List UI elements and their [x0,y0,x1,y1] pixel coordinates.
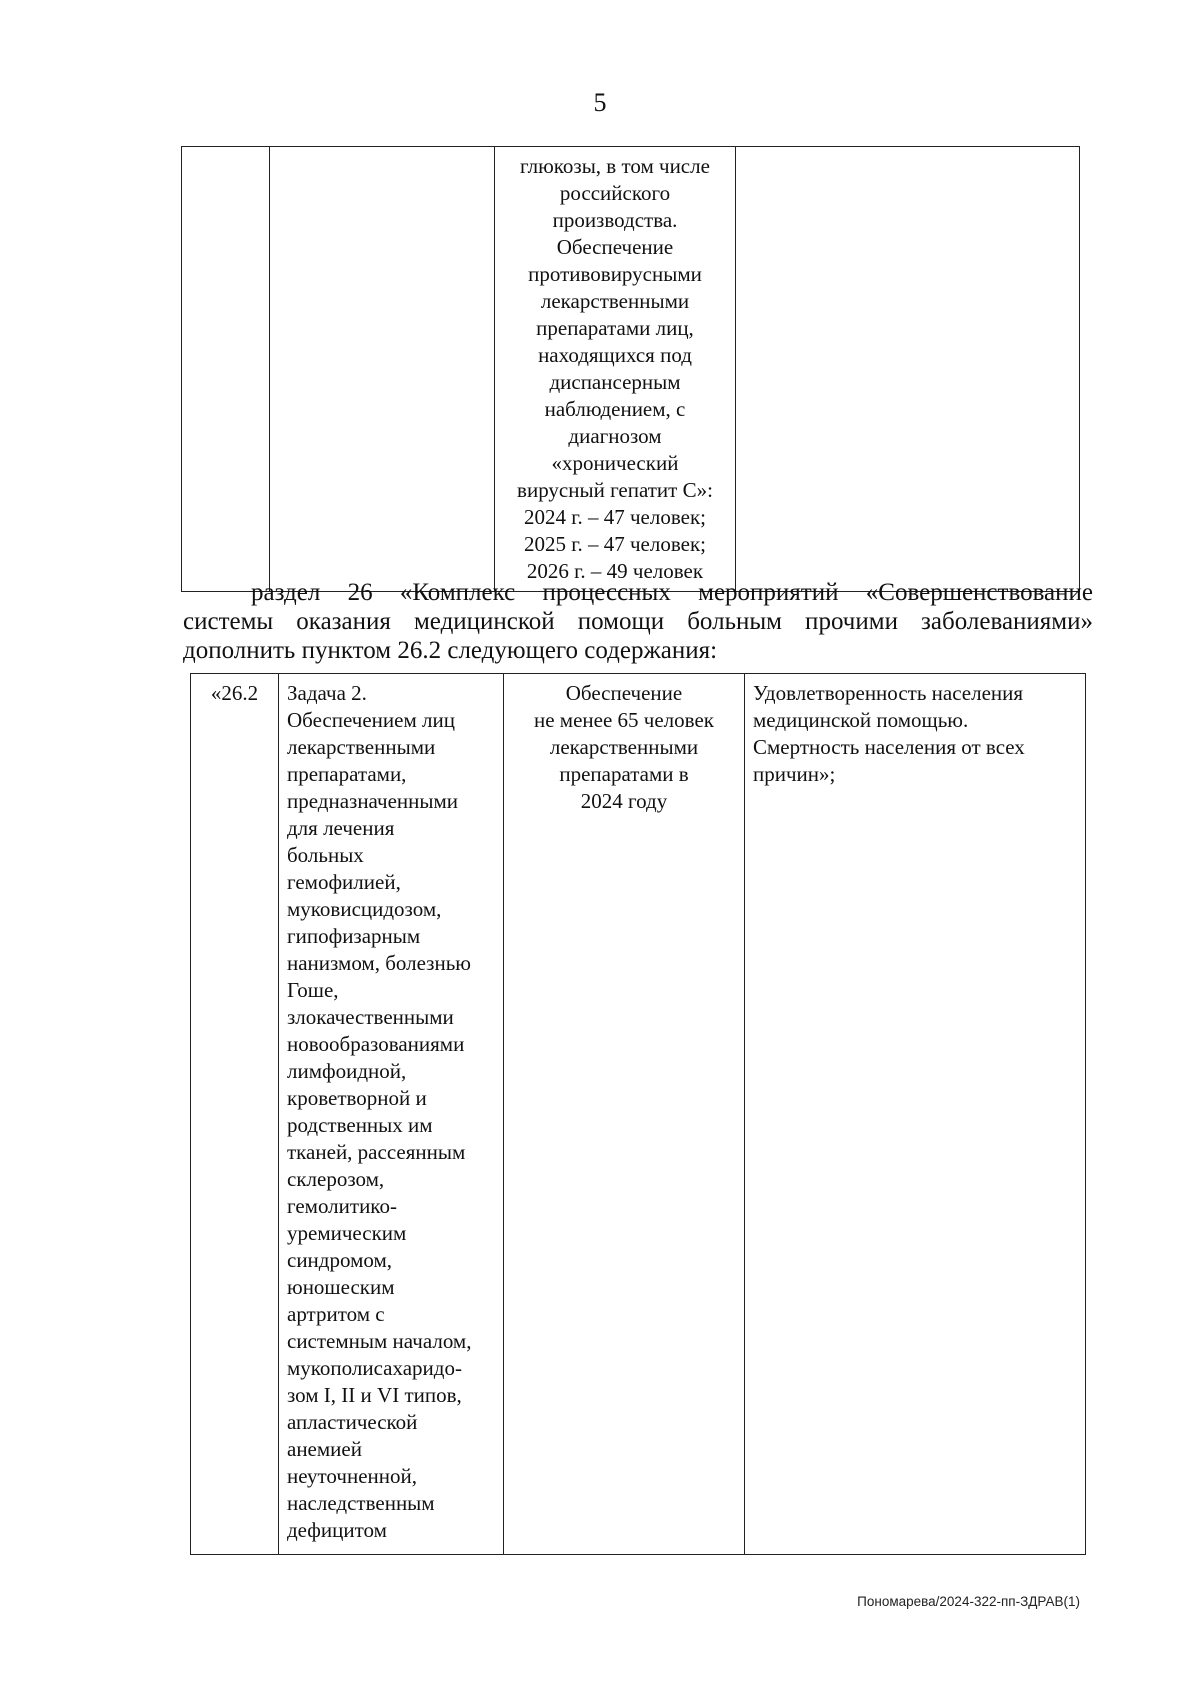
text-line: системным началом, [287,1329,472,1353]
text-line: 2026 г. – 49 человек [526,559,704,583]
result-text [512,680,736,815]
text-line: тканей, рассеянным [287,1140,466,1164]
text-line: Обеспечение [556,235,674,259]
text-line: для лечения [287,816,395,840]
text-line: Гоше, [287,978,339,1002]
text-line: предназначенными [287,789,459,813]
text-line: лекарственными [549,735,699,759]
text-line: гемофилией, [287,870,401,894]
text-line: наблюдением, с [544,397,686,421]
text-line: кроветворной и [287,1086,427,1110]
continued-table [181,146,1080,592]
text-line: анемией [287,1437,362,1461]
text-line: злокачественными [287,1005,454,1029]
text-line: артритом с [287,1302,385,1326]
text-line: Удовлетворенность населения [753,681,1024,705]
table-row [191,674,1086,1555]
text-line: российского [559,181,671,205]
text-line: Задача 2. [287,681,367,705]
text-line: юношеским [287,1275,395,1299]
paragraph-line: раздел 26 «Комплекс процессных мероприятий «Совершенствование [251,579,1093,606]
result-text [503,153,727,585]
document-code: Пономарева/2024-322-пп-ЗДРАВ(1) [857,1594,1080,1609]
text-line: неуточненной, [287,1464,417,1488]
text-line: 2025 г. – 47 человек; [523,532,706,556]
table-cell-result [504,674,745,1555]
text-line: нанизмом, болезнью [287,951,471,975]
text-line: вирусный гепатит С»: [517,478,713,502]
indicator-text [753,680,1077,788]
text-line: глюкозы, в том числе [520,154,710,178]
new-item-table [190,673,1086,1555]
text-line: зом I, II и VI типов, [287,1383,462,1407]
table-cell-task [279,674,504,1555]
table-cell-result [495,147,736,592]
text-line: препаратами, [287,762,407,786]
paragraph-line: системы оказания медицинской помощи больным прочими заболеваниями» [183,608,1093,635]
table-cell-task [270,147,495,592]
amendment-paragraph [183,578,1093,665]
text-line: склерозом, [287,1167,385,1191]
text-line: синдромом, [287,1248,393,1272]
text-line: диагнозом [568,424,662,448]
text-line: дефицитом [287,1518,387,1542]
text-line: лекарственными [540,289,690,313]
table-cell-number [182,147,270,592]
text-line: медицинской помощью. [753,708,969,732]
text-line: находящихся под [538,343,692,367]
table-row [182,147,1080,592]
page-number: 5 [593,88,607,117]
text-line: препаратами в [559,762,689,786]
table-cell-indicator [745,674,1086,1555]
text-line: родственных им [287,1113,433,1137]
text-line: Обеспечение [565,681,683,705]
text-line: наследственным [287,1491,435,1515]
text-line: больных [287,843,364,867]
task-text [287,680,495,1544]
text-line: производства. [552,208,678,232]
text-line: апластической [287,1410,418,1434]
text-line: причин»; [753,762,836,786]
text-line: препаратами лиц, [536,316,694,340]
text-line: 2024 г. – 47 человек; [523,505,706,529]
text-line: новообразованиями [287,1032,465,1056]
text-line: муковисцидозом, [287,897,442,921]
table-cell-number: «26.2 [191,674,279,1555]
text-line: противовирусными [528,262,702,286]
text-line: уремическим [287,1221,407,1245]
text-line: Обеспечением лиц [287,708,455,732]
text-line: 2024 году [580,789,668,813]
text-line: лекарственными [287,735,436,759]
text-line: лимфоидной, [287,1059,407,1083]
paragraph-line: дополнить пунктом 26.2 следующего содержания: [183,637,718,664]
table-cell-indicator [736,147,1080,592]
text-line: не менее 65 человек [534,708,714,732]
text-line: Смертность населения от всех [753,735,1025,759]
text-line: гипофизарным [287,924,421,948]
text-line: «хронический [551,451,679,475]
text-line: диспансерным [549,370,681,394]
text-line: мукополисахаридо- [287,1356,462,1380]
text-line: гемолитико- [287,1194,397,1218]
